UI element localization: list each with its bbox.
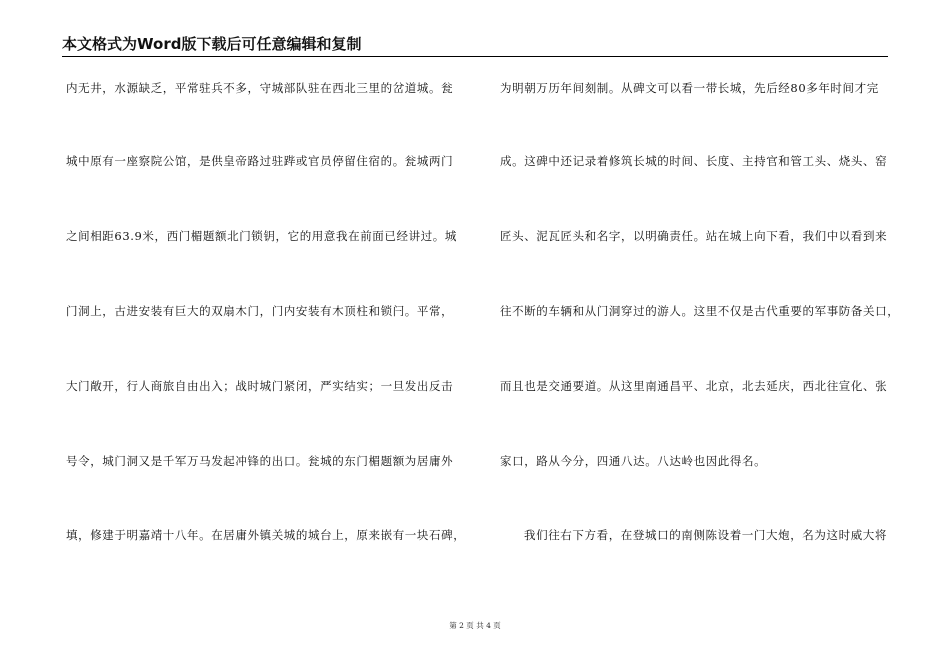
header-title: 本文格式为Word版下载后可任意编辑和复制 <box>62 35 362 53</box>
right-line-3: 匠头、泥瓦匠头和名字，以明确责任。站在城上向下看，我们中以看到来 <box>500 229 888 243</box>
right-line-7: 我们往右下方看，在登城口的南侧陈设着一门大炮，名为这时威大将 <box>524 528 887 542</box>
right-line-2: 成。这碑中还记录着修筑长城的时间、长度、主持官和管工头、烧头、窑 <box>500 154 888 168</box>
left-line-5: 大门敞开，行人商旅自由出入；战时城门紧闭，严实结实；一旦发出反击 <box>66 379 454 393</box>
right-column <box>500 0 900 672</box>
right-line-4: 往不断的车辆和从门洞穿过的游人。这里不仅是古代重要的军事防备关口， <box>500 304 900 318</box>
left-line-4: 门洞上，古进安装有巨大的双扇木门，门内安装有木顶柱和锁闩。平常， <box>66 304 454 318</box>
left-line-2: 城中原有一座察院公馆，是供皇帝路过驻跸或官员停留住宿的。瓮城两门 <box>66 154 454 168</box>
right-line-1: 为明朝万历年间刻制。从碑文可以看一带长城，先后经80多年时间才完 <box>500 81 879 95</box>
left-line-1: 内无井，水源缺乏，平常驻兵不多，守城部队驻在西北三里的岔道城。瓮 <box>66 81 454 95</box>
left-line-3: 之间相距63.9米，西门楣题额北门锁钥，它的用意我在前面已经讲过。城 <box>66 229 458 243</box>
left-line-6: 号令，城门洞又是千军万马发起冲锋的出口。瓮城的东门楣题额为居庸外 <box>66 454 454 468</box>
right-line-6: 家口，路从今分，四通八达。八达岭也因此得名。 <box>500 454 767 468</box>
left-line-7: 填，修建于明嘉靖十八年。在居庸外镇关城的城台上，原来嵌有一块石碑， <box>66 528 466 542</box>
left-column <box>66 0 466 672</box>
page-number: 第 2 页 共 4 页 <box>449 621 501 630</box>
right-line-5: 而且也是交通要道。从这里南通昌平、北京，北去延庆，西北往宣化、张 <box>500 379 888 393</box>
